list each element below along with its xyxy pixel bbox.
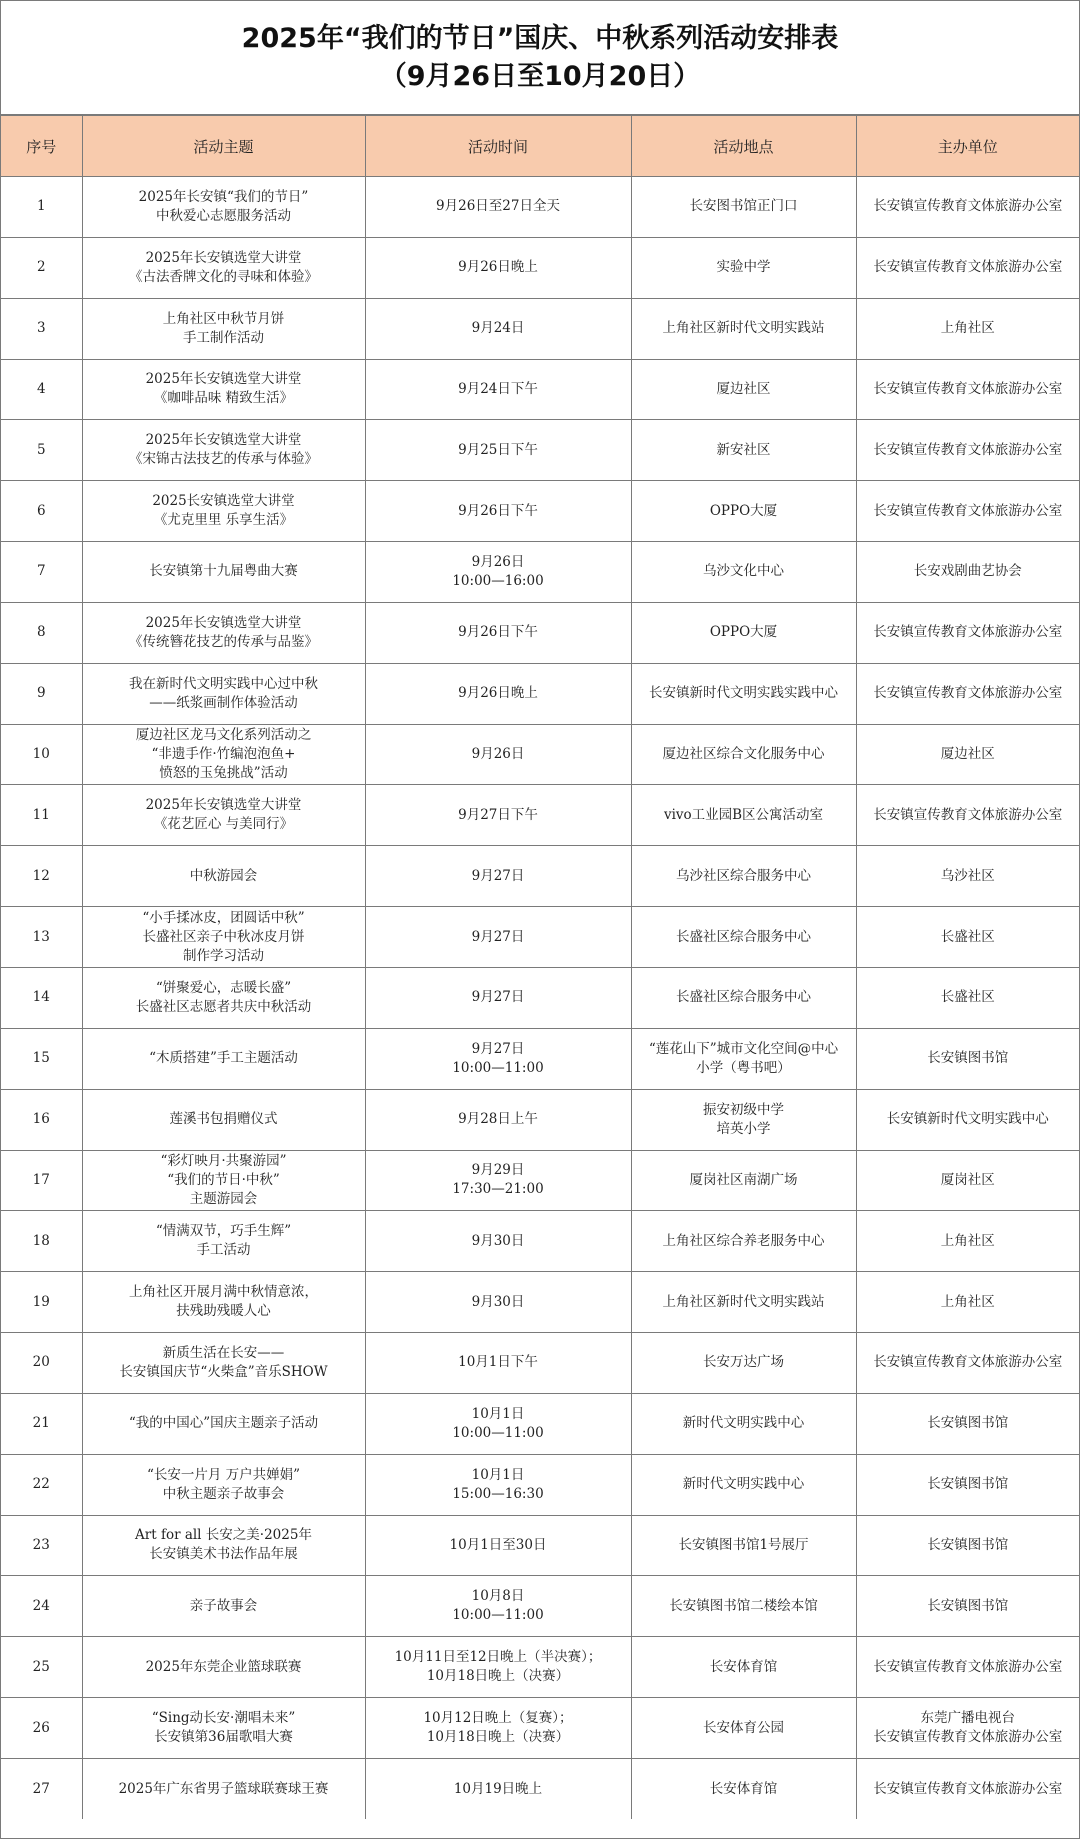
cell-no: 10 xyxy=(1,724,82,785)
table-row xyxy=(1,1211,1079,1272)
cell-time: 9月26日 xyxy=(365,724,631,785)
cell-place: 实验中学 xyxy=(631,237,856,298)
cell-place: 长盛社区综合服务中心 xyxy=(631,907,856,968)
cell-no: 22 xyxy=(1,1454,82,1515)
cell-org: 上角社区 xyxy=(856,1272,1079,1333)
cell-time: 9月26日下午 xyxy=(365,481,631,542)
cell-no: 21 xyxy=(1,1393,82,1454)
cell-org: 长安镇图书馆 xyxy=(856,1393,1079,1454)
header-topic: 活动主题 xyxy=(82,116,365,177)
header-no: 序号 xyxy=(1,116,82,177)
cell-no: 15 xyxy=(1,1028,82,1089)
table-row xyxy=(1,602,1079,663)
cell-org: 长安镇宣传教育文体旅游办公室 xyxy=(856,420,1079,481)
cell-place: 长安体育公园 xyxy=(631,1698,856,1759)
cell-time: 10月19日晚上 xyxy=(365,1758,631,1819)
cell-topic: “长安一片月 万户共婵娟” 中秋主题亲子故事会 xyxy=(82,1454,365,1515)
cell-topic: “情满双节，巧手生辉” 手工活动 xyxy=(82,1211,365,1272)
cell-place: 上角社区新时代文明实践站 xyxy=(631,298,856,359)
cell-topic: “Sing动长安·潮唱未来” 长安镇第36届歌唱大赛 xyxy=(82,1698,365,1759)
header-time: 活动时间 xyxy=(365,116,631,177)
cell-org: 长安镇宣传教育文体旅游办公室 xyxy=(856,481,1079,542)
sheet-title xyxy=(1,1,1079,115)
table-row xyxy=(1,1637,1079,1698)
cell-topic: “彩灯映月·共聚游园” “我们的节日·中秋” 主题游园会 xyxy=(82,1150,365,1211)
cell-topic: 我在新时代文明实践中心过中秋 ——纸浆画制作体验活动 xyxy=(82,663,365,724)
table-row xyxy=(1,237,1079,298)
cell-topic: “小手揉冰皮，团圆话中秋” 长盛社区亲子中秋冰皮月饼 制作学习活动 xyxy=(82,907,365,968)
cell-topic: 亲子故事会 xyxy=(82,1576,365,1637)
cell-place: 长安图书馆正门口 xyxy=(631,177,856,238)
cell-place: 新安社区 xyxy=(631,420,856,481)
cell-no: 14 xyxy=(1,967,82,1028)
cell-place: “莲花山下”城市文化空间@中心 小学（粤书吧） xyxy=(631,1028,856,1089)
cell-place: 新时代文明实践中心 xyxy=(631,1454,856,1515)
table-row xyxy=(1,1698,1079,1759)
cell-no: 27 xyxy=(1,1758,82,1819)
cell-time: 9月27日 10:00—11:00 xyxy=(365,1028,631,1089)
cell-time: 9月30日 xyxy=(365,1211,631,1272)
cell-no: 5 xyxy=(1,420,82,481)
table-row xyxy=(1,724,1079,785)
cell-time: 10月1日 10:00—11:00 xyxy=(365,1393,631,1454)
cell-no: 1 xyxy=(1,177,82,238)
cell-place: 厦边社区综合文化服务中心 xyxy=(631,724,856,785)
cell-place: vivo工业园B区公寓活动室 xyxy=(631,785,856,846)
cell-time: 9月27日 xyxy=(365,907,631,968)
cell-org: 长安镇宣传教育文体旅游办公室 xyxy=(856,1637,1079,1698)
cell-org: 长安镇新时代文明实践中心 xyxy=(856,1089,1079,1150)
cell-org: 厦岗社区 xyxy=(856,1150,1079,1211)
cell-place: OPPO大厦 xyxy=(631,602,856,663)
cell-place: 上角社区新时代文明实践站 xyxy=(631,1272,856,1333)
cell-place: 厦岗社区南湖广场 xyxy=(631,1150,856,1211)
table-row xyxy=(1,177,1079,238)
cell-no: 7 xyxy=(1,542,82,603)
table-row xyxy=(1,1272,1079,1333)
table-row xyxy=(1,785,1079,846)
cell-topic: 2025年长安镇选堂大讲堂 《宋锦古法技艺的传承与体验》 xyxy=(82,420,365,481)
cell-no: 26 xyxy=(1,1698,82,1759)
cell-time: 9月26日晚上 xyxy=(365,663,631,724)
cell-no: 6 xyxy=(1,481,82,542)
cell-time: 9月28日上午 xyxy=(365,1089,631,1150)
table-row xyxy=(1,542,1079,603)
table-header xyxy=(1,116,1079,177)
table-row xyxy=(1,1393,1079,1454)
table-row xyxy=(1,420,1079,481)
table-row xyxy=(1,1758,1079,1819)
cell-topic: 2025年长安镇选堂大讲堂 《花艺匠心 与美同行》 xyxy=(82,785,365,846)
cell-org: 长安镇图书馆 xyxy=(856,1515,1079,1576)
cell-time: 10月1日至30日 xyxy=(365,1515,631,1576)
table-row xyxy=(1,967,1079,1028)
cell-topic: 2025年东莞企业篮球联赛 xyxy=(82,1637,365,1698)
cell-time: 9月26日 10:00—16:00 xyxy=(365,542,631,603)
cell-no: 13 xyxy=(1,907,82,968)
cell-org: 长安戏剧曲艺协会 xyxy=(856,542,1079,603)
cell-place: 乌沙社区综合服务中心 xyxy=(631,846,856,907)
cell-topic: 新质生活在长安—— 长安镇国庆节“火柴盒”音乐SHOW xyxy=(82,1333,365,1394)
cell-no: 11 xyxy=(1,785,82,846)
cell-topic: “饼聚爱心，志暖长盛” 长盛社区志愿者共庆中秋活动 xyxy=(82,967,365,1028)
cell-no: 3 xyxy=(1,298,82,359)
schedule-table xyxy=(1,115,1079,1819)
cell-topic: 中秋游园会 xyxy=(82,846,365,907)
cell-time: 10月12日晚上（复赛）； 10月18日晚上（决赛） xyxy=(365,1698,631,1759)
cell-topic: 2025年长安镇选堂大讲堂 《咖啡品味 精致生活》 xyxy=(82,359,365,420)
cell-no: 24 xyxy=(1,1576,82,1637)
cell-org: 长安镇宣传教育文体旅游办公室 xyxy=(856,177,1079,238)
cell-topic: Art for all 长安之美·2025年 长安镇美术书法作品年展 xyxy=(82,1515,365,1576)
table-row xyxy=(1,663,1079,724)
cell-place: 上角社区综合养老服务中心 xyxy=(631,1211,856,1272)
table-row xyxy=(1,1028,1079,1089)
cell-time: 9月27日 xyxy=(365,846,631,907)
table-row xyxy=(1,1089,1079,1150)
cell-time: 9月25日下午 xyxy=(365,420,631,481)
cell-place: 长安体育馆 xyxy=(631,1758,856,1819)
header-org: 主办单位 xyxy=(856,116,1079,177)
cell-no: 17 xyxy=(1,1150,82,1211)
cell-no: 12 xyxy=(1,846,82,907)
cell-place: OPPO大厦 xyxy=(631,481,856,542)
table-row xyxy=(1,1576,1079,1637)
cell-time: 9月30日 xyxy=(365,1272,631,1333)
cell-time: 9月26日下午 xyxy=(365,602,631,663)
cell-topic: 2025年广东省男子篮球联赛球王赛 xyxy=(82,1758,365,1819)
cell-org: 长安镇图书馆 xyxy=(856,1576,1079,1637)
table-body xyxy=(1,177,1079,1820)
cell-topic: 2025年长安镇“我们的节日” 中秋爱心志愿服务活动 xyxy=(82,177,365,238)
cell-topic: 2025年长安镇选堂大讲堂 《古法香牌文化的寻味和体验》 xyxy=(82,237,365,298)
cell-org: 长安镇图书馆 xyxy=(856,1028,1079,1089)
cell-org: 乌沙社区 xyxy=(856,846,1079,907)
cell-org: 长安镇宣传教育文体旅游办公室 xyxy=(856,602,1079,663)
cell-time: 9月29日 17:30—21:00 xyxy=(365,1150,631,1211)
table-row xyxy=(1,1515,1079,1576)
cell-org: 长安镇宣传教育文体旅游办公室 xyxy=(856,663,1079,724)
cell-time: 9月24日下午 xyxy=(365,359,631,420)
cell-topic: 上角社区开展月满中秋情意浓， 扶残助残暖人心 xyxy=(82,1272,365,1333)
cell-org: 东莞广播电视台 长安镇宣传教育文体旅游办公室 xyxy=(856,1698,1079,1759)
title-line-2: （9月26日至10月20日） xyxy=(379,60,701,92)
cell-place: 长安万达广场 xyxy=(631,1333,856,1394)
cell-org: 长安镇图书馆 xyxy=(856,1454,1079,1515)
cell-time: 9月24日 xyxy=(365,298,631,359)
table-row xyxy=(1,359,1079,420)
header-place: 活动地点 xyxy=(631,116,856,177)
cell-no: 25 xyxy=(1,1637,82,1698)
cell-org: 上角社区 xyxy=(856,298,1079,359)
cell-no: 9 xyxy=(1,663,82,724)
cell-no: 8 xyxy=(1,602,82,663)
cell-no: 2 xyxy=(1,237,82,298)
table-row xyxy=(1,481,1079,542)
cell-place: 长盛社区综合服务中心 xyxy=(631,967,856,1028)
cell-place: 新时代文明实践中心 xyxy=(631,1393,856,1454)
cell-org: 上角社区 xyxy=(856,1211,1079,1272)
cell-no: 19 xyxy=(1,1272,82,1333)
title-line-1: 2025年“我们的节日”国庆、中秋系列活动安排表 xyxy=(241,22,839,54)
cell-topic: 莲溪书包捐赠仪式 xyxy=(82,1089,365,1150)
cell-no: 20 xyxy=(1,1333,82,1394)
cell-time: 10月8日 10:00—11:00 xyxy=(365,1576,631,1637)
cell-no: 23 xyxy=(1,1515,82,1576)
cell-time: 9月27日下午 xyxy=(365,785,631,846)
cell-time: 9月26日晚上 xyxy=(365,237,631,298)
cell-org: 长安镇宣传教育文体旅游办公室 xyxy=(856,237,1079,298)
cell-topic: “木质搭建”手工主题活动 xyxy=(82,1028,365,1089)
cell-topic: 2025年长安镇选堂大讲堂 《传统簪花技艺的传承与品鉴》 xyxy=(82,602,365,663)
cell-place: 乌沙文化中心 xyxy=(631,542,856,603)
cell-place: 振安初级中学 培英小学 xyxy=(631,1089,856,1150)
cell-time: 9月26日至27日全天 xyxy=(365,177,631,238)
table-row xyxy=(1,1150,1079,1211)
cell-topic: 长安镇第十九届粤曲大赛 xyxy=(82,542,365,603)
cell-org: 厦边社区 xyxy=(856,724,1079,785)
cell-topic: 上角社区中秋节月饼 手工制作活动 xyxy=(82,298,365,359)
table-row xyxy=(1,846,1079,907)
cell-no: 18 xyxy=(1,1211,82,1272)
table-row xyxy=(1,298,1079,359)
cell-org: 长安镇宣传教育文体旅游办公室 xyxy=(856,785,1079,846)
cell-org: 长安镇宣传教育文体旅游办公室 xyxy=(856,1758,1079,1819)
cell-org: 长盛社区 xyxy=(856,967,1079,1028)
cell-org: 长盛社区 xyxy=(856,907,1079,968)
cell-time: 10月1日 15:00—16:30 xyxy=(365,1454,631,1515)
cell-time: 10月1日下午 xyxy=(365,1333,631,1394)
cell-place: 长安镇新时代文明实践实践中心 xyxy=(631,663,856,724)
cell-org: 长安镇宣传教育文体旅游办公室 xyxy=(856,359,1079,420)
cell-place: 长安镇图书馆二楼绘本馆 xyxy=(631,1576,856,1637)
cell-place: 厦边社区 xyxy=(631,359,856,420)
table-row xyxy=(1,907,1079,968)
cell-time: 10月11日至12日晚上（半决赛）； 10月18日晚上（决赛） xyxy=(365,1637,631,1698)
cell-topic: 2025长安镇选堂大讲堂 《尤克里里 乐享生活》 xyxy=(82,481,365,542)
table-row xyxy=(1,1454,1079,1515)
cell-place: 长安镇图书馆1号展厅 xyxy=(631,1515,856,1576)
table-row xyxy=(1,1333,1079,1394)
cell-topic: “我的中国心”国庆主题亲子活动 xyxy=(82,1393,365,1454)
cell-no: 4 xyxy=(1,359,82,420)
cell-org: 长安镇宣传教育文体旅游办公室 xyxy=(856,1333,1079,1394)
cell-topic: 厦边社区龙马文化系列活动之 “非遗手作·竹编泡泡鱼+ 愤怒的玉兔挑战”活动 xyxy=(82,724,365,785)
cell-no: 16 xyxy=(1,1089,82,1150)
cell-place: 长安体育馆 xyxy=(631,1637,856,1698)
cell-time: 9月27日 xyxy=(365,967,631,1028)
